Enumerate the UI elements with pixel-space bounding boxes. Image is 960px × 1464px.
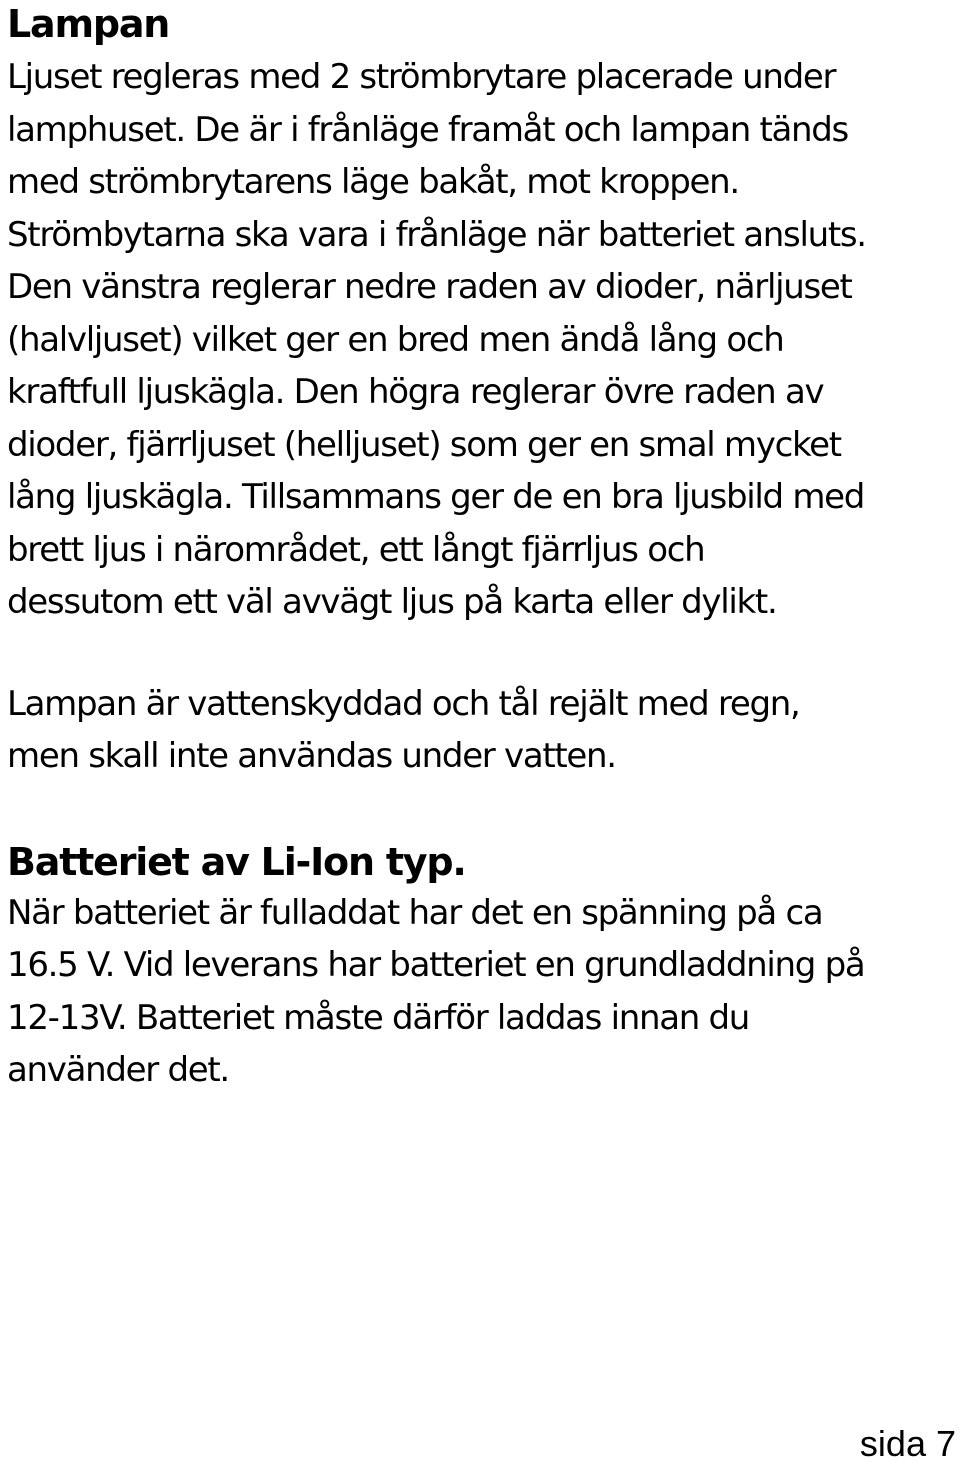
text-line: (halvljuset) vilket ger en bred men ändå lång och: [7, 319, 784, 360]
text-line: Ljuset regleras med 2 strömbrytare placerade under: [7, 57, 836, 97]
text-line: dessutom ett väl avvägt ljus på karta eller dylikt.: [7, 582, 777, 622]
paragraph-battery: [7, 887, 955, 1097]
paragraph-lampan-waterproof: [7, 678, 955, 783]
text-line: 12-13V. Batteriet måste därför laddas innan du: [7, 997, 750, 1038]
text-line: brett ljus i närområdet, ett långt fjärrljus och: [7, 529, 705, 570]
text-line: dioder, fjärrljuset (helljuset) som ger en smal mycket: [7, 424, 841, 465]
text-line: lång ljuskägla. Tillsammans ger de en bra ljusbild med: [7, 477, 865, 517]
text-line: När batteriet är fulladdat har det en spänning på ca: [7, 892, 823, 933]
text-line: kraftfull ljuskägla. Den högra reglerar övre raden av: [7, 372, 824, 412]
page-number: sida 7: [859, 1423, 956, 1464]
text-line: Den vänstra reglerar nedre raden av dioder, närljuset: [7, 267, 852, 307]
paragraph-lampan-switches: [7, 51, 955, 629]
text-line: med strömbrytarens läge bakåt, mot kroppen.: [7, 162, 739, 202]
document-page: [7, 0, 955, 1097]
text-line: Lampan är vattenskyddad och tål rejält med regn,: [7, 683, 800, 724]
text-line: använder det.: [7, 1050, 229, 1090]
text-line: 16.5 V. Vid leverans har batteriet en grundladdning på: [7, 945, 865, 985]
text-line: Strömbytarna ska vara i frånläge när batteriet ansluts.: [7, 214, 866, 255]
section-heading-battery: Batteriet av Li-Ion typ.: [7, 839, 466, 884]
text-line: men skall inte användas under vatten.: [7, 736, 616, 776]
text-line: lamphuset. De är i frånläge framåt och lampan tänds: [7, 109, 848, 150]
section-heading-lampan: Lampan: [7, 2, 170, 46]
